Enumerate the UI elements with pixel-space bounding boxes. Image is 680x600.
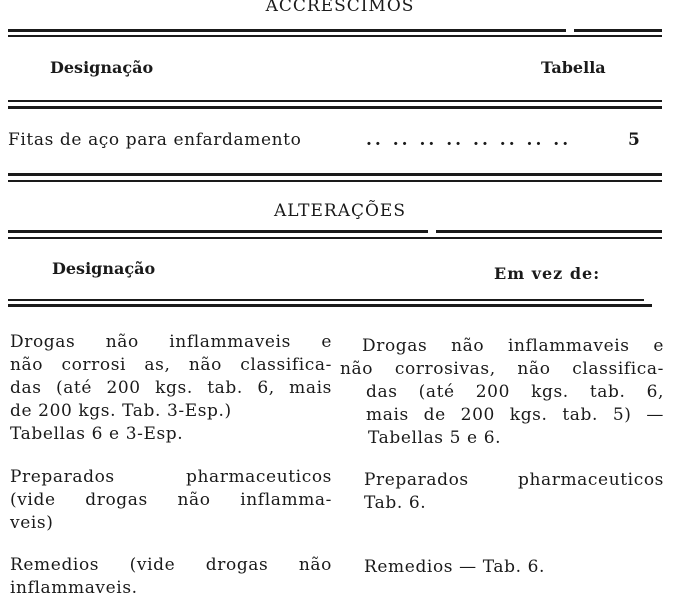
rule (8, 299, 644, 301)
column-header-tabella: Tabella (541, 58, 606, 77)
rule (8, 100, 662, 102)
alteracao-row-remedios-left (10, 554, 332, 600)
item-tabella-value: 5 (628, 130, 641, 150)
text-line: não corrosi as, não classifica- (10, 355, 332, 375)
rule (574, 29, 662, 32)
text-line: das (até 200 kgs. tab. 6, mais (10, 378, 332, 398)
text-line: de 200 kgs. Tab. 3-Esp.) (10, 401, 232, 421)
text-line: Tab. 6. (364, 493, 427, 513)
accrescimos-title: ACCRESCIMOS (265, 0, 415, 16)
text-line: (vide drogas não inflamma- (10, 490, 332, 510)
alteracoes-title: ALTERAÇÕES (273, 201, 406, 221)
text-line: Tabellas 6 e 3-Esp. (10, 424, 184, 444)
column-header-designacao: Designação (50, 58, 154, 77)
alteracao-row-preparados-left (10, 466, 332, 535)
column-header-designacao: Designação (52, 259, 156, 278)
alteracao-row-preparados-right (364, 469, 664, 515)
text-line: das (até 200 kgs. tab. 6, (366, 382, 664, 402)
text-line: Drogas não inflammaveis e (362, 336, 664, 356)
rule (436, 230, 662, 233)
text-line: Drogas não inflammaveis e (10, 332, 332, 352)
rule (8, 29, 566, 32)
rule (8, 237, 662, 239)
rule (8, 173, 662, 176)
alteracao-row-drogas-left (10, 331, 332, 446)
text-line: Remedios — Tab. 6. (364, 557, 545, 577)
text-line: veis) (10, 513, 54, 533)
text-line: não corrosivas, não classifica- (340, 359, 664, 379)
item-fitas-de-aco: Fitas de aço para enfardamento (8, 130, 302, 150)
text-line: Preparados pharmaceuticos (364, 470, 664, 490)
rule (8, 180, 662, 182)
alteracao-row-remedios-right (364, 556, 664, 579)
rule (8, 304, 652, 307)
text-line: Tabellas 5 e 6. (368, 428, 502, 448)
text-line: mais de 200 kgs. tab. 5) — (366, 405, 664, 425)
text-line: Remedios (vide drogas não (10, 555, 332, 575)
alteracao-row-drogas-right (340, 335, 664, 450)
dot-leader: .. .. .. .. .. .. .. .. (366, 130, 572, 150)
text-line: inflammaveis. (10, 578, 138, 598)
rule (8, 106, 662, 109)
rule (8, 35, 662, 37)
column-header-em-vez-de: Em vez de: (494, 264, 601, 283)
rule (8, 230, 428, 233)
text-line: Preparados pharmaceuticos (10, 467, 332, 487)
